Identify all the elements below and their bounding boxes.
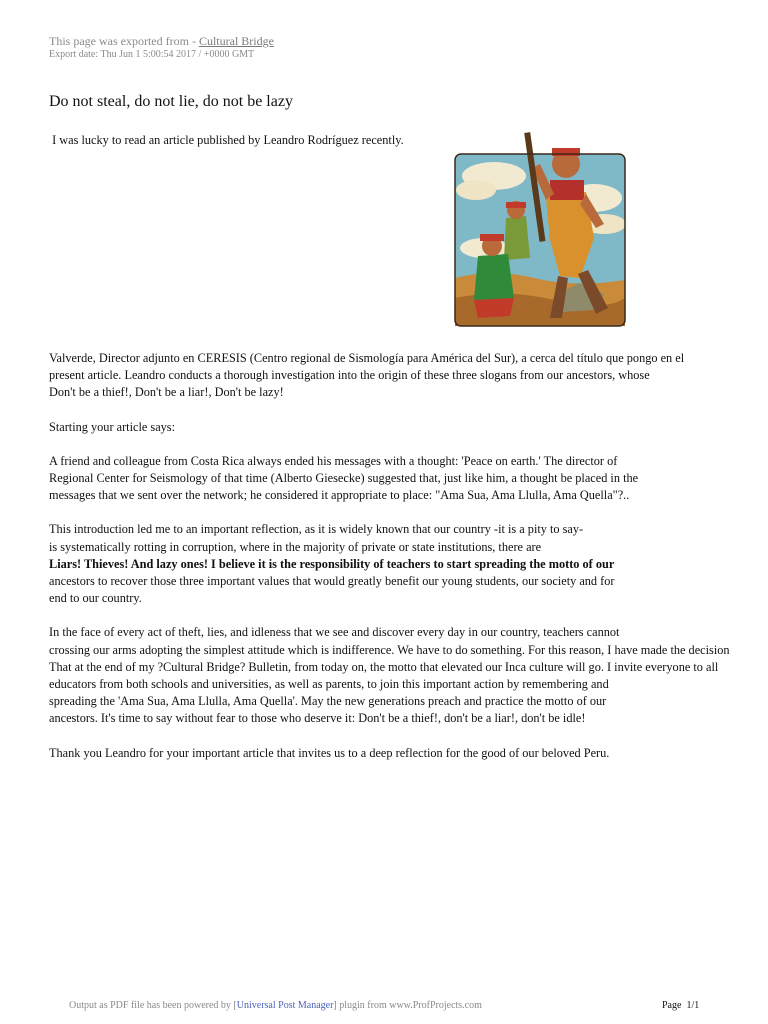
- page-value: 1/1: [686, 1000, 700, 1011]
- export-prefix: This page was exported from -: [49, 34, 199, 48]
- p4-bold-line: Liars! Thieves! And lazy ones! I believe it is the responsibility of teachers to start spreading the motto of our: [49, 556, 615, 571]
- footer-credit: [69, 1000, 482, 1011]
- export-date: Export date: Thu Jun 1 5:00:54 2017 / +0000 GMT: [49, 49, 255, 60]
- p1-line-2: present article. Leandro conducts a thorough investigation into the origin of these three slogans from our ancestors, whose: [49, 368, 650, 383]
- p1-line-3: Don't be a thief!, Don't be a liar!, Don't be lazy!: [49, 385, 284, 400]
- p5-line-3: That at the end of my ?Cultural Bridge? Bulletin, from today on, the motto that elevated our Inca culture will go. I invite everyone to all: [49, 659, 719, 674]
- plugin-link[interactable]: Universal Post Manager: [236, 1000, 334, 1011]
- p5-line-4: educators from both schools and universities, as well as parents, to join this important action by remembering and: [49, 677, 609, 692]
- p5-line-5: spreading the 'Ama Sua, Ama Llulla, Ama Quella'. May the new generations preach and practice the motto of our: [49, 694, 607, 709]
- p3-line-2: Regional Center for Seismology of that time (Alberto Giesecke) suggested that, just like him, a thought be placed in the: [49, 471, 639, 486]
- article-intro: [49, 132, 404, 149]
- paragraph-3: [49, 453, 739, 505]
- page-label: Page: [662, 1000, 682, 1011]
- p3-line-3: messages that we sent over the network; he considered it appropriate to place: "Ama Sua, Ama Llulla, Ama Quella"?..: [49, 488, 630, 503]
- p4-line-4: ancestors to recover those three important values that would greatly benefit our young students, our society and for: [49, 574, 615, 589]
- intro-text: I was lucky to read an article published by Leandro Rodríguez recently.: [52, 133, 404, 147]
- paragraph-5: [49, 624, 739, 727]
- p4-line-1: This introduction led me to an important reflection, as it is widely known that our country -it is a pity to say-: [49, 522, 584, 537]
- p4-line-5: end to our country.: [49, 591, 142, 606]
- inca-illustration-icon: [454, 128, 626, 328]
- p3-line-1: A friend and colleague from Costa Rica always ended his messages with a thought: 'Peace on earth.' The director of: [49, 453, 618, 468]
- p5-line-6: ancestors. It's time to say without fear to those who deserve it: Don't be a thief!, don't be a liar!, don't be idle!: [49, 711, 586, 726]
- export-source-line: [49, 34, 729, 49]
- paragraph-1: [49, 350, 739, 402]
- p5-line-2: crossing our arms adopting the simplest attitude which is indifference. We have to do something. For this reason, I have made the decision: [49, 642, 730, 657]
- footer-prefix: Output as PDF file has been powered by [: [69, 1000, 237, 1011]
- p6-line-1: Thank you Leandro for your important article that invites us to a deep reflection for the good of our beloved Peru.: [49, 745, 610, 760]
- article-body: [49, 350, 739, 779]
- p4-line-2: is systematically rotting in corruption, where in the majority of private or state institutions, there are: [49, 539, 542, 554]
- p5-line-1: In the face of every act of theft, lies, and idleness that we see and discover every day in our country, teachers cannot: [49, 625, 620, 640]
- export-header: [49, 34, 729, 61]
- site-link[interactable]: Cultural Bridge: [198, 34, 274, 48]
- paragraph-2: [49, 419, 739, 436]
- paragraph-6: [49, 745, 739, 762]
- page-number: [662, 1000, 699, 1011]
- paragraph-4: [49, 521, 739, 607]
- p2-line-1: Starting your article says:: [49, 419, 176, 434]
- footer-suffix: ] plugin from www.ProfProjects.com: [333, 1000, 482, 1011]
- article-title: Do not steal, do not lie, do not be lazy: [49, 93, 293, 110]
- p1-line-1: Valverde, Director adjunto en CERESIS (Centro regional de Sismología para América del Sur), a cerca del título que pongo en el: [49, 351, 685, 365]
